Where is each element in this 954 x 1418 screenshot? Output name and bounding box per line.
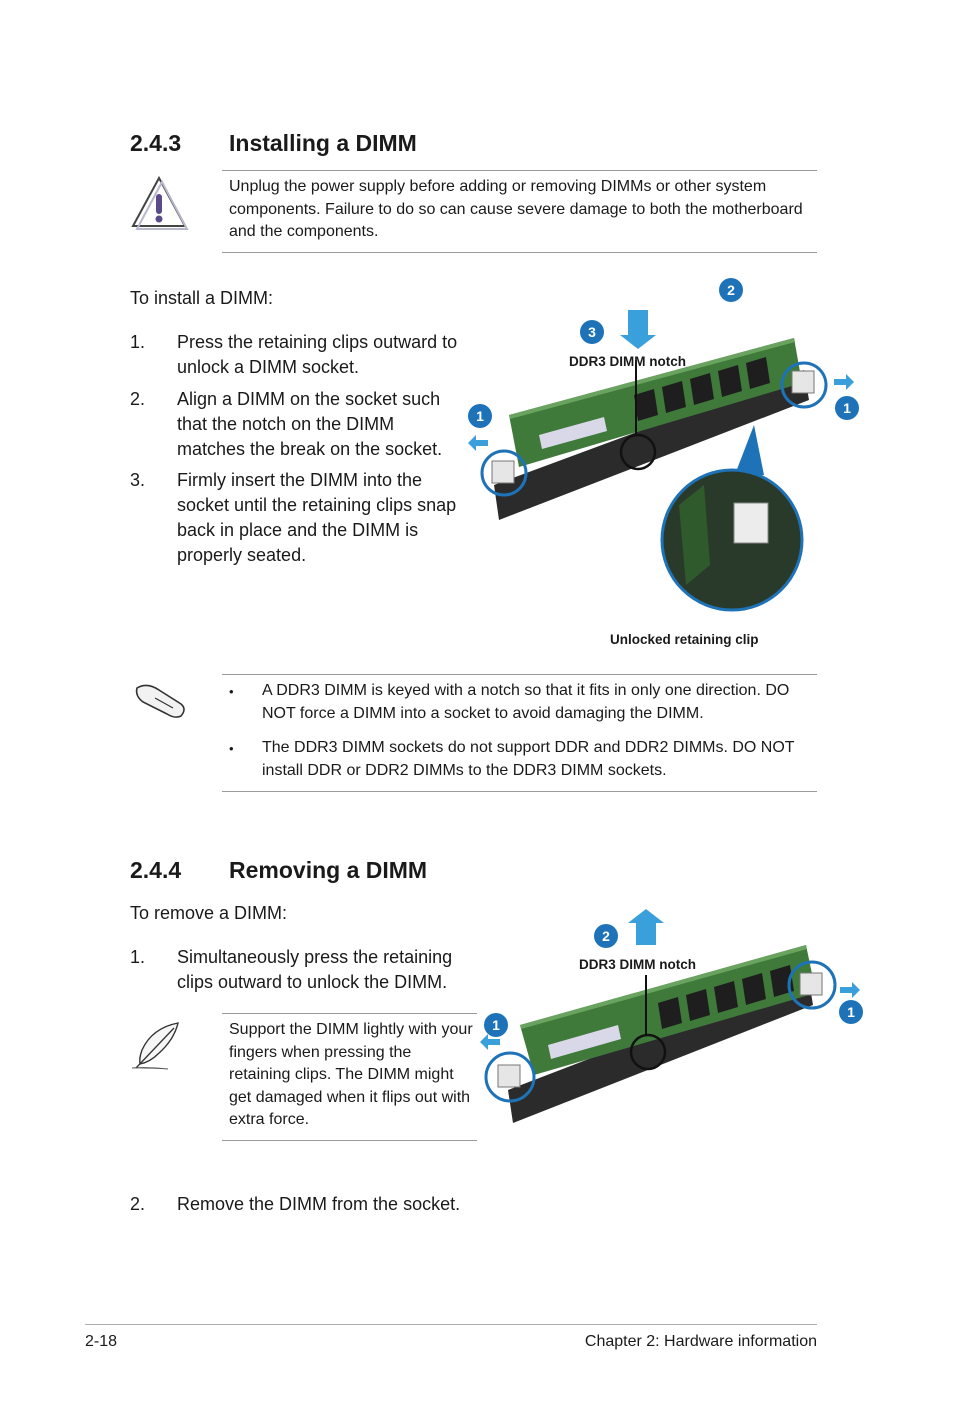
hand-note-icon <box>133 678 188 720</box>
dimm-install-figure <box>464 275 864 635</box>
step-badge: 1 <box>839 1000 863 1024</box>
step-badge: 3 <box>580 320 604 344</box>
warning-text: Unplug the power supply before adding or removing DIMMs or other system components. Failure to do so can cause severe damage to both the motherboard and the components. <box>229 178 803 240</box>
section-number: 2.4.4 <box>130 857 182 883</box>
step-badge: 1 <box>484 1013 508 1037</box>
bullet-icon: • <box>229 741 234 756</box>
divider <box>222 170 817 171</box>
step-number: 2. <box>130 389 146 409</box>
chapter-title: Chapter 2: Hardware information <box>584 1333 817 1350</box>
step-text: Simultaneously press the retaining clips outward to unlock the DIMM. <box>177 947 453 992</box>
step-text: Firmly insert the DIMM into the socket until the retaining clips snap back in place and the DIMM is properly seated. <box>177 470 457 565</box>
clip-label: Unlocked retaining clip <box>610 632 759 647</box>
divider <box>222 1013 477 1014</box>
step-badge: 1 <box>468 404 492 428</box>
divider <box>222 1140 477 1141</box>
dimm-remove-figure <box>478 905 868 1125</box>
step-text: Press the retaining clips outward to unlock a DIMM socket. <box>177 332 458 377</box>
notch-label: DDR3 DIMM notch <box>569 354 686 369</box>
intro-text: To install a DIMM: <box>130 288 274 308</box>
section-title: Installing a DIMM <box>229 130 417 156</box>
footer-rule <box>85 1324 817 1325</box>
section-number: 2.4.3 <box>130 130 182 156</box>
step-badge: 2 <box>719 278 743 302</box>
step-text: Remove the DIMM from the socket. <box>177 1194 461 1214</box>
note-text: A DDR3 DIMM is keyed with a notch so that it fits in only one direction. DO NOT force a DIMM into a socket to avoid damaging the DIMM. <box>262 682 790 722</box>
feather-note-icon <box>130 1020 185 1072</box>
divider <box>222 252 817 253</box>
step-number: 1. <box>130 332 146 352</box>
step-badge: 2 <box>594 924 618 948</box>
step-number: 1. <box>130 947 146 967</box>
step-badge: 1 <box>835 396 859 420</box>
intro-text: To remove a DIMM: <box>130 903 288 923</box>
warning-icon <box>129 174 189 232</box>
page-number: 2-18 <box>85 1333 118 1350</box>
step-number: 2. <box>130 1194 146 1214</box>
step-text: Align a DIMM on the socket such that the notch on the DIMM matches the break on the socket. <box>177 389 443 459</box>
note-text: The DDR3 DIMM sockets do not support DDR and DDR2 DIMMs. DO NOT install DDR or DDR2 DIMMs to the DDR3 DIMM sockets. <box>262 739 795 779</box>
divider <box>222 674 817 675</box>
bullet-icon: • <box>229 684 234 699</box>
divider <box>222 791 817 792</box>
notch-label: DDR3 DIMM notch <box>579 957 696 972</box>
section-title: Removing a DIMM <box>229 857 428 883</box>
step-number: 3. <box>130 470 146 490</box>
note-text: Support the DIMM lightly with your fingers when pressing the retaining clips. The DIMM might get damaged when it flips out with extra force. <box>229 1021 473 1128</box>
